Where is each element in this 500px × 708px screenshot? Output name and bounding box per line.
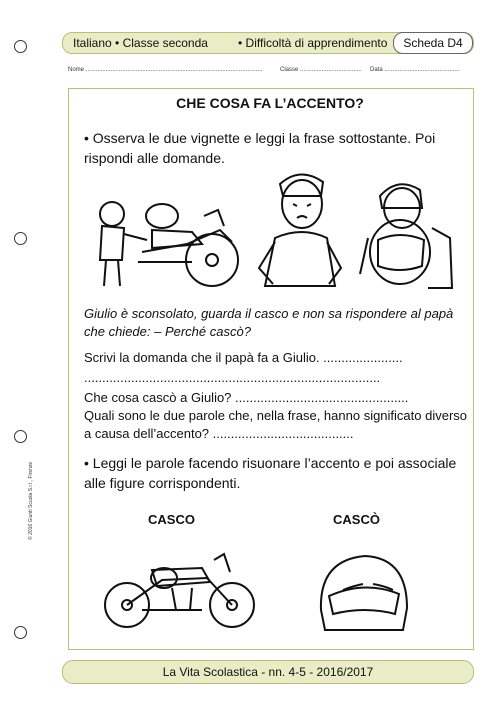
copyright-side-text: © 2016 Giunti Scuola S.r.l., Firenze [28,461,34,540]
binder-hole [14,40,27,53]
instruction-2: • Leggi le parole facendo risuonare l’accento e poi associale alle figure corrispondenti. [84,455,457,491]
header-bar [62,32,474,54]
worksheet-title: CHE COSA FA L’ACCENTO? [176,95,364,111]
question-1: Scrivi la domanda che il papà fa a Giulio. ...................... [84,350,403,365]
binder-hole [14,430,27,443]
word-casco: CASCO [148,512,195,527]
subject-label: Italiano • Classe seconda [73,36,208,50]
question-2: Che cosa cascò a Giulio? ................................................ [84,390,409,405]
binder-hole [14,626,27,639]
boy-motorcycle-illustration [92,182,247,294]
boy-helmet-illustration [358,178,458,294]
sad-boy-illustration [255,168,345,294]
data-field: Data ............................................. [370,67,460,73]
answer-line-1: .................................................................................. [84,370,381,385]
story-sentence: Giulio è sconsolato, guarda il casco e non sa rispondere al papà che chiede: – Perché cascò? [84,306,454,339]
word-casco-accent: CASCÒ [333,512,380,527]
topic-label: • Difficoltà di apprendimento [238,36,388,50]
scheda-badge: Scheda D4 [393,32,473,54]
nome-field: Nome .......................................................................................................... [68,67,263,73]
footer-bar: La Vita Scolastica - nn. 4-5 - 2016/2017 [62,660,474,684]
classe-field: Classe ..................................... [280,67,362,73]
instruction-1: • Osserva le due vignette e leggi la frase sottostante. Poi rispondi alle domande. [84,130,436,166]
helmet-illustration [313,550,413,638]
question-3: Quali sono le due parole che, nella frase, hanno significato diverso a causa dell’accento? ....................................... [84,408,468,441]
binder-hole [14,232,27,245]
motorcycle-illustration [102,540,262,635]
